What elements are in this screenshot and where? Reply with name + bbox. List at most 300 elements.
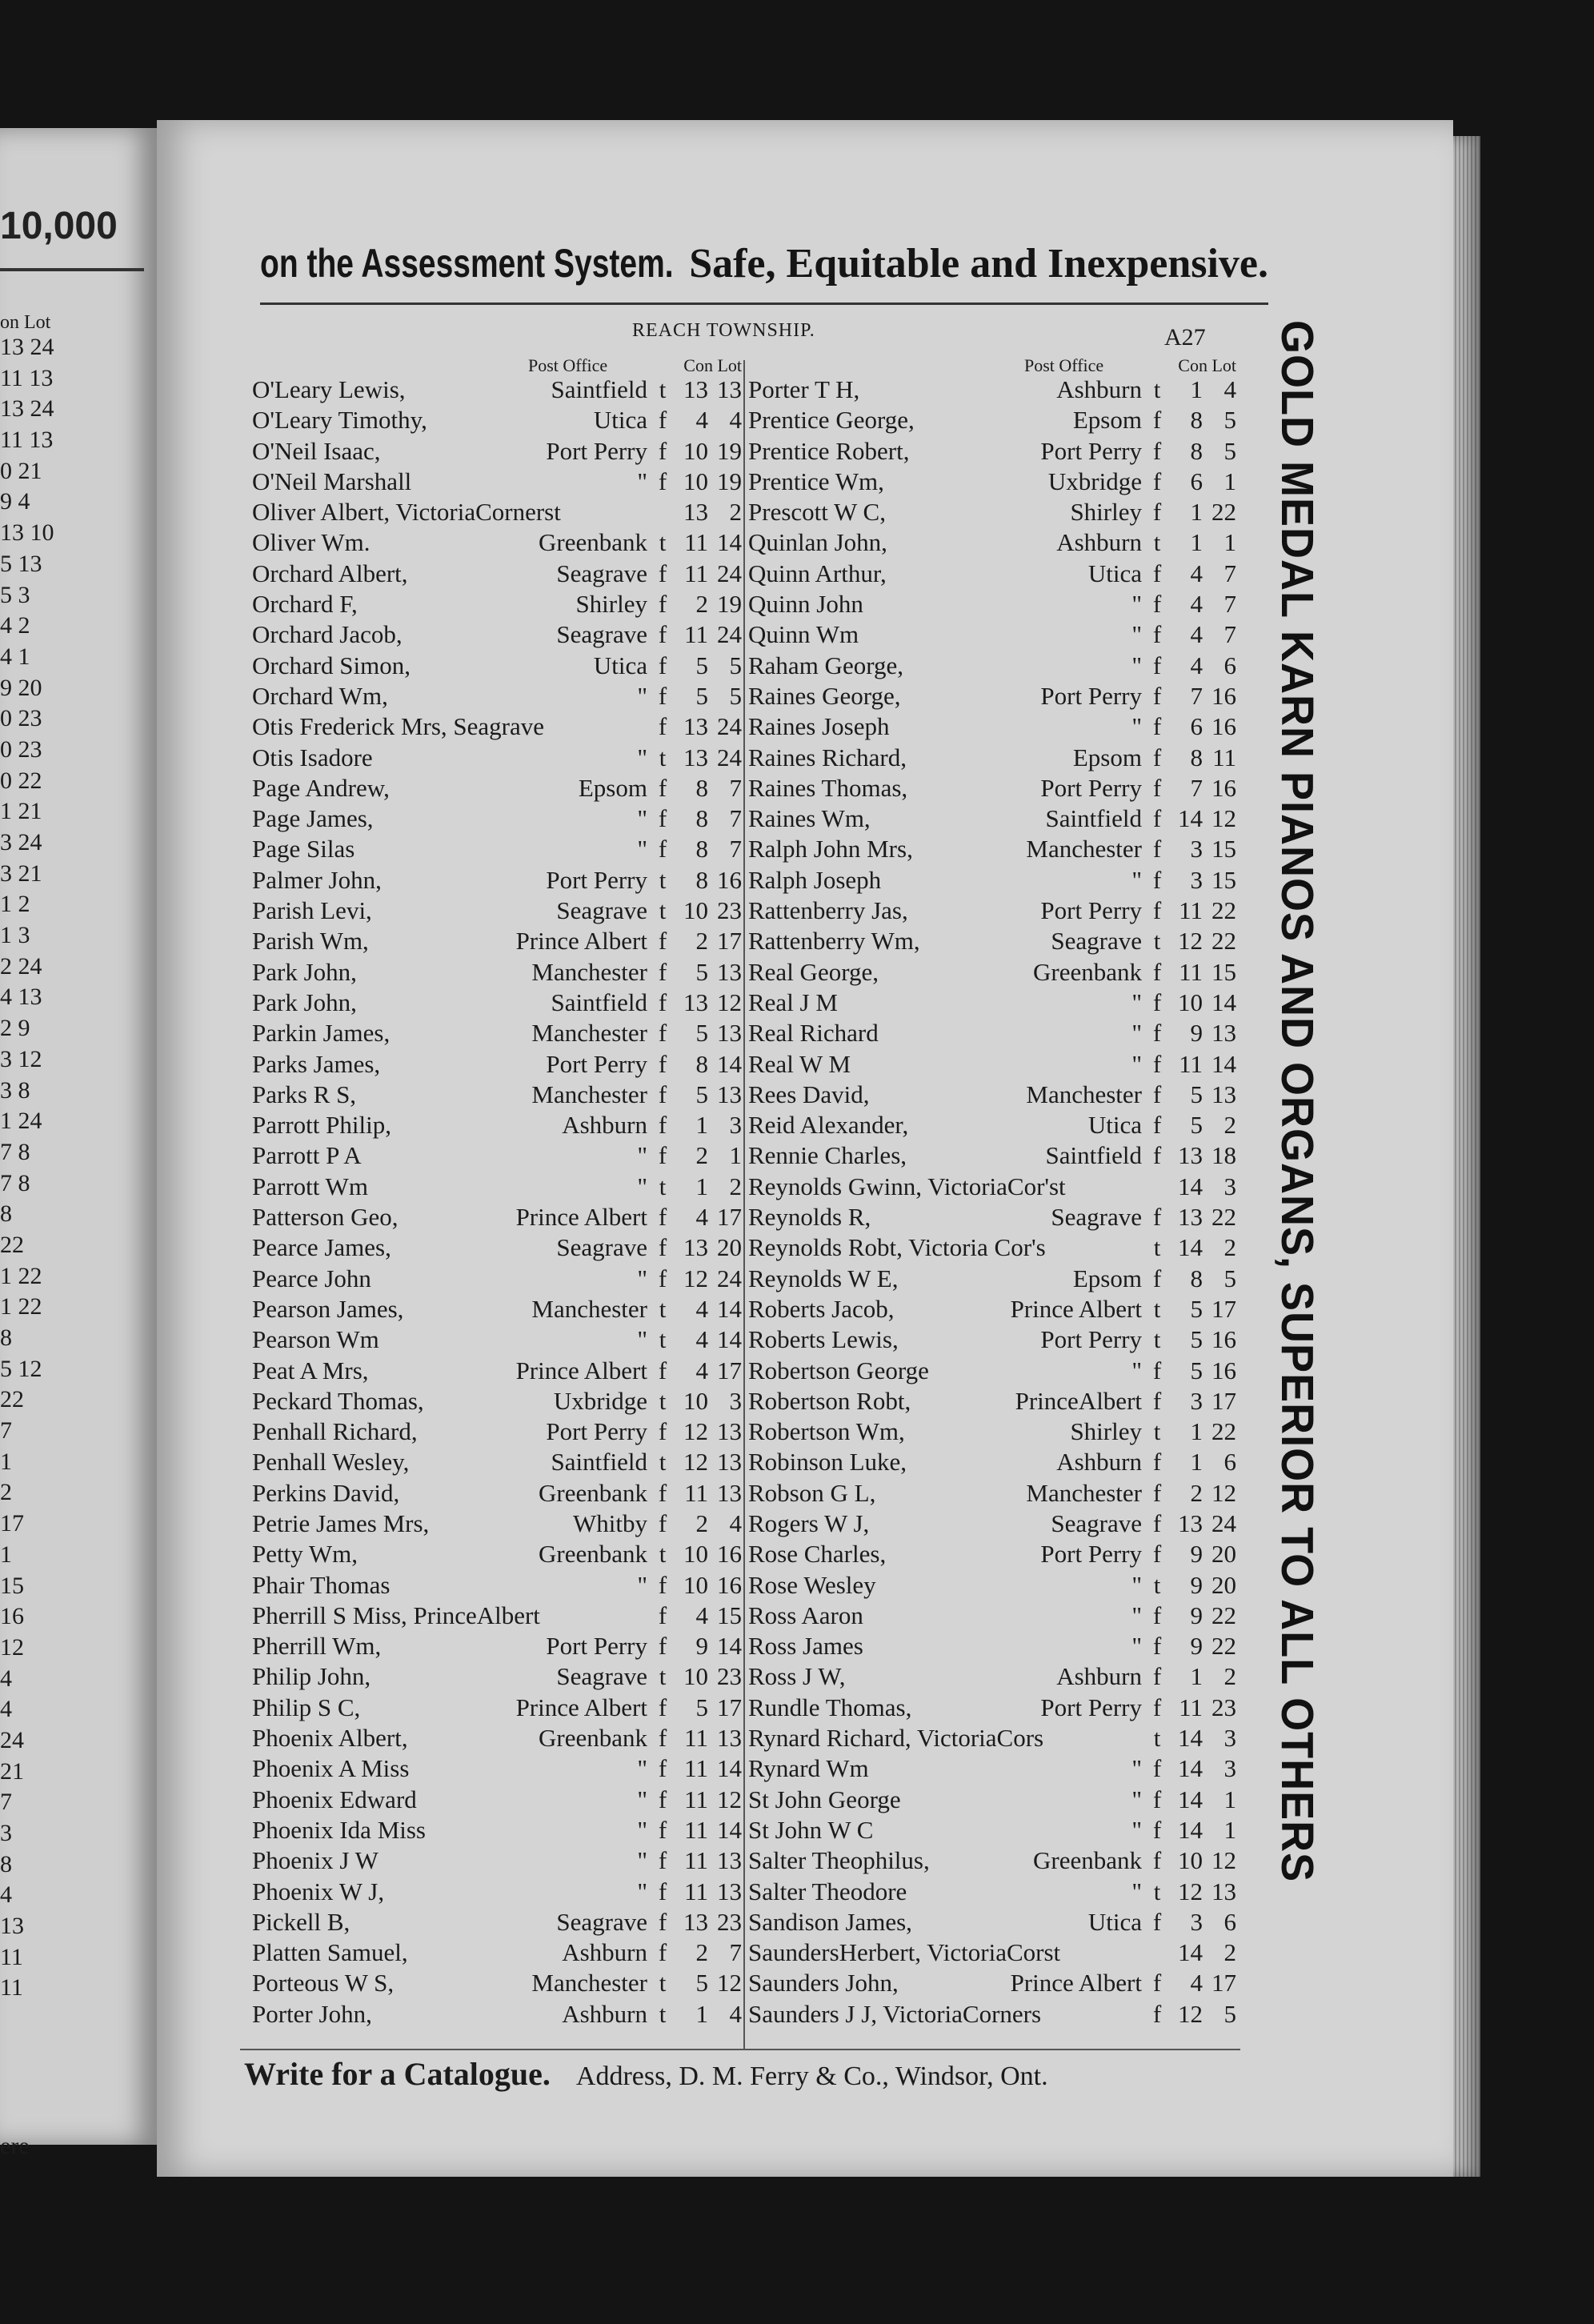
directory-entry (748, 1693, 1236, 1723)
entry-name: Reynolds W E, (748, 1264, 899, 1292)
entry-name: Quinn Wm (748, 620, 859, 649)
entry-con: 2 (695, 1509, 708, 1537)
directory-entry (252, 1416, 742, 1447)
entry-name: Page James, (252, 804, 374, 833)
entry-post-office: Saintfield (551, 988, 647, 1016)
entry-lot: 22 (1212, 927, 1236, 956)
entry-name: Salter Theodore (748, 1877, 907, 1905)
entry-lot: 23 (717, 1662, 742, 1691)
entry-lot: 14 (717, 1632, 742, 1661)
entry-type: f (658, 1570, 667, 1599)
entry-lot: 24 (1212, 1509, 1236, 1537)
entry-con: 5 (1190, 1080, 1203, 1108)
entry-con: 2 (695, 1141, 708, 1170)
entry-lot: 4 (729, 406, 742, 435)
entry-type: f (658, 1478, 667, 1507)
entry-post-office: Port Perry (1040, 436, 1142, 465)
left-page-row: 15 (0, 1572, 24, 1599)
entry-type: f (1152, 773, 1162, 802)
entry-type: f (658, 1111, 667, 1140)
directory-entry (252, 1202, 742, 1232)
entry-con: 4 (695, 1325, 708, 1354)
left-page-row: 2 9 (0, 1015, 30, 1042)
entry-post-office: " (1131, 712, 1142, 741)
entry-post-office: Manchester (531, 1969, 647, 1997)
entry-name: Robertson George (748, 1356, 929, 1384)
entry-name: Real W M (748, 1049, 851, 1078)
directory-entry (252, 926, 742, 956)
entry-name: Reynolds Robt, Victoria Cor's (748, 1233, 1046, 1262)
entry-con: 10 (683, 1570, 708, 1599)
entry-lot: 13 (1212, 1080, 1236, 1108)
left-page-row: 13 24 (0, 334, 54, 360)
entry-type: f (1152, 1049, 1162, 1078)
entry-post-office: Seagrave (556, 559, 647, 587)
entry-con: 12 (683, 1417, 708, 1446)
entry-con: 14 (1178, 1815, 1203, 1844)
entry-lot: 5 (1224, 436, 1236, 465)
entry-con: 14 (1178, 804, 1203, 833)
entry-lot: 5 (729, 651, 742, 679)
entry-post-office: " (1131, 1632, 1142, 1661)
entry-name: Parrott P A (252, 1141, 362, 1170)
entry-con: 1 (1190, 528, 1203, 557)
entry-con: 11 (684, 1754, 708, 1783)
entry-type: f (658, 1754, 667, 1783)
entry-lot: 13 (717, 1417, 742, 1446)
entry-post-office: Prince Albert (515, 1356, 647, 1384)
entry-name: Penhall Richard, (252, 1417, 418, 1446)
entry-lot: 12 (717, 1969, 742, 1997)
directory-entry (252, 773, 742, 803)
entry-con: 8 (695, 865, 708, 894)
entry-lot: 20 (1212, 1570, 1236, 1599)
entry-type: f (658, 835, 667, 863)
banner-left-text: on the Assessment System. (260, 241, 674, 286)
entry-lot: 17 (717, 1693, 742, 1721)
entry-post-office: " (1131, 620, 1142, 649)
entry-type: t (659, 743, 667, 771)
entry-name: Orchard Simon, (252, 651, 411, 679)
directory-entry (748, 1877, 1236, 1907)
left-page-rule (0, 268, 144, 271)
entry-post-office: Utica (593, 651, 647, 679)
entry-name: Prescott W C, (748, 498, 886, 527)
entry-lot: 17 (1212, 1294, 1236, 1323)
directory-entry (252, 1661, 742, 1692)
entry-lot: 15 (1212, 865, 1236, 894)
left-column-header (252, 352, 742, 376)
directory-entry (252, 1386, 742, 1416)
entry-type: f (658, 804, 667, 833)
entry-lot: 19 (717, 436, 742, 465)
entry-post-office: Manchester (531, 1080, 647, 1108)
directory-entry (252, 467, 742, 497)
entry-type: f (658, 406, 667, 435)
entry-lot: 16 (1212, 1325, 1236, 1354)
entry-lot: 3 (1224, 1172, 1236, 1200)
directory-entry (748, 467, 1236, 497)
right-column (748, 352, 1236, 2049)
entry-lot: 14 (717, 528, 742, 557)
entry-type: f (1152, 467, 1162, 495)
entry-post-office: Ashburn (1056, 1662, 1142, 1691)
entry-name: Quinn John (748, 590, 863, 619)
directory-entry (748, 619, 1236, 650)
directory-entry (252, 651, 742, 681)
entry-lot: 22 (1212, 896, 1236, 925)
entry-name: Prentice Wm, (748, 467, 884, 495)
directory-entry (748, 1324, 1236, 1355)
entry-name: Oliver Wm. (252, 528, 370, 557)
directory-entry (748, 1049, 1236, 1080)
entry-post-office: Greenbank (1033, 1846, 1142, 1875)
entry-post-office: Port Perry (1040, 1540, 1142, 1569)
side-advertisement-text: GOLD MEDAL KARN PIANOS AND ORGANS, SUPERIOR TO ALL OTHERS (1272, 320, 1323, 1883)
entry-post-office: " (1131, 865, 1142, 894)
entry-lot: 2 (729, 498, 742, 527)
entry-con: 13 (683, 743, 708, 771)
entry-name: Patterson Geo, (252, 1203, 398, 1232)
entry-type: f (658, 1877, 667, 1905)
entry-con: 12 (683, 1264, 708, 1292)
entry-con: 14 (1178, 1938, 1203, 1967)
entry-lot: 4 (1224, 375, 1236, 403)
entry-post-office: Saintfield (551, 1448, 647, 1477)
entry-con: 5 (695, 1080, 708, 1108)
entry-post-office: Port Perry (1040, 773, 1142, 802)
entry-post-office: Epsom (578, 773, 647, 802)
entry-con: 5 (1190, 1356, 1203, 1384)
entry-post-office: Utica (1087, 1907, 1142, 1936)
entry-type: f (658, 1049, 667, 1078)
directory-entry (252, 1937, 742, 1968)
left-page-row: 13 10 (0, 519, 54, 547)
entry-con: 10 (683, 1386, 708, 1415)
directory-entry (748, 1264, 1236, 1294)
entry-con: 5 (695, 957, 708, 986)
entry-post-office: Ashburn (1056, 528, 1142, 557)
directory-entry (748, 1968, 1236, 1998)
left-page-heading: 10,000 (0, 205, 118, 247)
entry-lot: 4 (729, 1999, 742, 2028)
entry-type: f (1152, 1080, 1162, 1108)
entry-lot: 24 (717, 559, 742, 587)
directory-entry (252, 1601, 742, 1631)
entry-name: Parrott Philip, (252, 1111, 391, 1140)
entry-lot: 16 (1212, 712, 1236, 741)
entry-name: Pearson Wm (252, 1325, 379, 1354)
entry-post-office: Manchester (531, 957, 647, 986)
entry-name: Reynolds R, (748, 1203, 871, 1232)
entry-lot: 13 (717, 1724, 742, 1753)
entry-type: f (658, 1815, 667, 1844)
entry-post-office: " (1131, 1019, 1142, 1048)
left-page-row: 9 20 (0, 674, 42, 701)
directory-entry (748, 1815, 1236, 1845)
directory-entry (252, 1447, 742, 1477)
entry-type: f (658, 620, 667, 649)
entry-post-office: Greenbank (539, 1724, 647, 1753)
entry-name: Phoenix Edward (252, 1785, 417, 1813)
con-lot-header: Con Lot (1178, 355, 1236, 375)
entry-lot: 3 (729, 1111, 742, 1140)
entry-lot: 15 (1212, 957, 1236, 986)
entry-name: Porter John, (252, 1999, 372, 2028)
entry-con: 1 (1190, 1662, 1203, 1691)
left-page-row: 11 (0, 1943, 23, 1970)
left-page-row: 1 (0, 1448, 12, 1475)
entry-post-office: Shirley (1070, 498, 1142, 527)
entry-type: f (1152, 1601, 1162, 1629)
entry-lot: 5 (1224, 1264, 1236, 1292)
directory-entry (748, 1937, 1236, 1968)
entry-name: Rennie Charles, (748, 1141, 907, 1170)
entry-con: 7 (1190, 773, 1203, 802)
entry-lot: 7 (729, 804, 742, 833)
entry-lot: 7 (1224, 590, 1236, 619)
entry-con: 1 (1190, 1448, 1203, 1477)
left-page-row: 7 8 (0, 1138, 30, 1165)
entry-name: Roberts Jacob, (748, 1294, 895, 1323)
entry-lot: 3 (729, 1386, 742, 1415)
left-page-column-header: on Lot (0, 312, 51, 333)
entry-lot: 16 (717, 1540, 742, 1569)
entry-post-office: Utica (593, 406, 647, 435)
entry-con: 4 (1190, 559, 1203, 587)
entry-post-office: Seagrave (556, 896, 647, 925)
left-page-row: 21 (0, 1757, 24, 1785)
entry-post-office: Ashburn (1056, 1448, 1142, 1477)
entry-type: f (1152, 1141, 1162, 1170)
entry-con: 5 (695, 1969, 708, 1997)
entry-name: Ross J W, (748, 1662, 846, 1691)
directory-entry (748, 803, 1236, 834)
entry-con: 10 (1178, 988, 1203, 1016)
entry-name: Orchard Wm, (252, 681, 388, 710)
entry-name: Rattenberry Jas, (748, 896, 908, 925)
entry-type: f (1152, 498, 1162, 527)
directory-entry (748, 773, 1236, 803)
entry-name: Quinlan John, (748, 528, 887, 557)
left-page-row: 24 (0, 1726, 24, 1753)
left-page-row: 12 (0, 1633, 24, 1661)
entry-lot: 12 (1212, 1478, 1236, 1507)
entry-lot: 19 (717, 590, 742, 619)
entry-type: f (658, 1632, 667, 1661)
left-page-row: 11 13 (0, 427, 54, 454)
entry-post-office: " (637, 467, 647, 495)
entry-lot: 12 (1212, 804, 1236, 833)
directory-entry (748, 375, 1236, 405)
left-facing-page (0, 128, 162, 2159)
entry-name: Petrie James Mrs, (252, 1509, 430, 1537)
left-page-row: 3 12 (0, 1045, 42, 1072)
entry-post-office: Uxbridge (1047, 467, 1142, 495)
entry-type: f (1152, 1111, 1162, 1140)
entry-name: Petty Wm, (252, 1540, 358, 1569)
directory-entry (252, 559, 742, 589)
entry-type: t (659, 1325, 667, 1354)
entry-type: f (658, 1080, 667, 1108)
directory-entry (252, 1324, 742, 1355)
footer (244, 2055, 1244, 2103)
entry-post-office: Prince Albert (1010, 1294, 1142, 1323)
entry-con: 10 (683, 467, 708, 495)
entry-name: Raham George, (748, 651, 903, 679)
directory-entry (252, 1539, 742, 1569)
entry-name: Parks R S, (252, 1080, 357, 1108)
entry-con: 8 (695, 804, 708, 833)
entry-type: t (1153, 1417, 1161, 1446)
entry-type: f (1152, 1815, 1162, 1844)
entry-post-office: Port Perry (546, 1417, 647, 1446)
entry-post-office: Manchester (1026, 1080, 1142, 1108)
entry-type: f (1152, 957, 1162, 986)
entry-post-office: Port Perry (1040, 681, 1142, 710)
entry-type: f (1152, 1693, 1162, 1721)
entry-post-office: " (1131, 651, 1142, 679)
entry-post-office: Greenbank (539, 1478, 647, 1507)
entry-con: 2 (695, 927, 708, 956)
entry-post-office: Seagrave (556, 1662, 647, 1691)
entry-name: Pickell B, (252, 1907, 350, 1936)
directory-entry (252, 1172, 742, 1202)
entry-lot: 13 (717, 1846, 742, 1875)
entry-con: 12 (1178, 927, 1203, 956)
entry-con: 2 (695, 1938, 708, 1967)
entry-type: f (658, 1203, 667, 1232)
entry-name: Rundle Thomas, (748, 1693, 912, 1721)
entry-post-office: " (1131, 988, 1142, 1016)
entry-lot: 17 (1212, 1386, 1236, 1415)
entry-name: Park John, (252, 988, 357, 1016)
entry-post-office: " (1131, 1356, 1142, 1384)
directory-entry (748, 1631, 1236, 1661)
entry-name: Quinn Arthur, (748, 559, 887, 587)
left-page-row: 0 23 (0, 705, 42, 732)
directory-entry (252, 1753, 742, 1784)
entry-type: f (1152, 1356, 1162, 1384)
entry-con: 10 (1178, 1846, 1203, 1875)
entry-name: Palmer John, (252, 865, 382, 894)
entry-name: Raines Wm, (748, 804, 871, 833)
entry-post-office: Port Perry (1040, 1693, 1142, 1721)
banner-rule (260, 303, 1268, 305)
left-page-row: 0 21 (0, 457, 42, 484)
entry-con: 5 (1190, 1294, 1203, 1323)
directory-entry (252, 957, 742, 988)
left-page-row: 3 24 (0, 829, 42, 855)
entry-post-office: " (1131, 1601, 1142, 1629)
directory-entry (748, 1539, 1236, 1569)
directory-entry (252, 1049, 742, 1080)
entry-type: f (1152, 1969, 1162, 1997)
entry-con: 10 (683, 1540, 708, 1569)
entry-post-office: Prince Albert (515, 1693, 647, 1721)
entry-type: t (659, 1999, 667, 2028)
entry-post-office: Prince Albert (515, 927, 647, 956)
left-page-row: 4 2 (0, 612, 30, 639)
post-office-header: Post Office (528, 355, 608, 375)
entry-type: t (659, 1386, 667, 1415)
entry-name: Porter T H, (748, 375, 860, 403)
entry-name: O'Leary Lewis, (252, 375, 406, 403)
entry-post-office: Seagrave (556, 1907, 647, 1936)
entry-lot: 2 (1224, 1233, 1236, 1262)
entry-name: Peckard Thomas, (252, 1386, 424, 1415)
footer-rule (240, 2049, 1240, 2050)
entry-type: f (1152, 1019, 1162, 1048)
entry-type: f (658, 1264, 667, 1292)
entry-lot: 7 (1224, 559, 1236, 587)
entry-lot: 14 (1212, 988, 1236, 1016)
entry-con: 10 (683, 436, 708, 465)
directory-entry (252, 865, 742, 896)
directory-entry (252, 1294, 742, 1324)
entry-name: Real Richard (748, 1019, 879, 1048)
directory-entry (748, 1416, 1236, 1447)
directory-entry (748, 436, 1236, 467)
entry-con: 11 (684, 1478, 708, 1507)
entry-name: Orchard F, (252, 590, 358, 619)
entry-post-office: Port Perry (1040, 896, 1142, 925)
banner-right-text: Safe, Equitable and Inexpensive. (689, 241, 1268, 286)
entry-name: Peat A Mrs, (252, 1356, 369, 1384)
left-page-row: 4 13 (0, 984, 42, 1011)
entry-con: 1 (695, 1999, 708, 2028)
entry-type: f (658, 1417, 667, 1446)
entry-lot: 24 (717, 712, 742, 741)
entry-con: 3 (1190, 1907, 1203, 1936)
entry-type: t (659, 896, 667, 925)
entry-lot: 22 (1212, 1632, 1236, 1661)
entry-type: f (658, 1019, 667, 1048)
con-lot-header: Con Lot (683, 355, 742, 375)
entry-lot: 1 (1224, 467, 1236, 495)
entry-name: Orchard Albert, (252, 559, 408, 587)
directory-entry (252, 1356, 742, 1386)
entry-con: 13 (1178, 1203, 1203, 1232)
entry-con: 4 (695, 406, 708, 435)
entry-name: Phoenix J W (252, 1846, 378, 1875)
entry-post-office: " (637, 804, 647, 833)
directory-entry (748, 1080, 1236, 1110)
entry-con: 1 (1190, 1417, 1203, 1446)
entry-type: f (658, 1233, 667, 1262)
left-page-row: 4 1 (0, 643, 30, 670)
entry-post-office: Manchester (531, 1019, 647, 1048)
directory-entry (748, 957, 1236, 988)
entry-lot: 2 (729, 1172, 742, 1200)
entry-con: 1 (695, 1111, 708, 1140)
entry-con: 3 (1190, 865, 1203, 894)
entry-lot: 17 (717, 927, 742, 956)
entry-post-office: Seagrave (1051, 927, 1142, 956)
entry-con: 4 (1190, 620, 1203, 649)
entry-type: f (1152, 1632, 1162, 1661)
entry-con: 8 (695, 773, 708, 802)
entry-name: Parks James, (252, 1049, 381, 1078)
entry-post-office: Manchester (531, 1294, 647, 1323)
directory-entry (252, 1785, 742, 1815)
entry-con: 13 (683, 712, 708, 741)
directory-entry (748, 1661, 1236, 1692)
entry-type: t (659, 375, 667, 403)
entry-con: 12 (683, 1448, 708, 1477)
entry-name: Pherrill Wm, (252, 1632, 382, 1661)
left-page-row: 4 (0, 1881, 12, 1909)
